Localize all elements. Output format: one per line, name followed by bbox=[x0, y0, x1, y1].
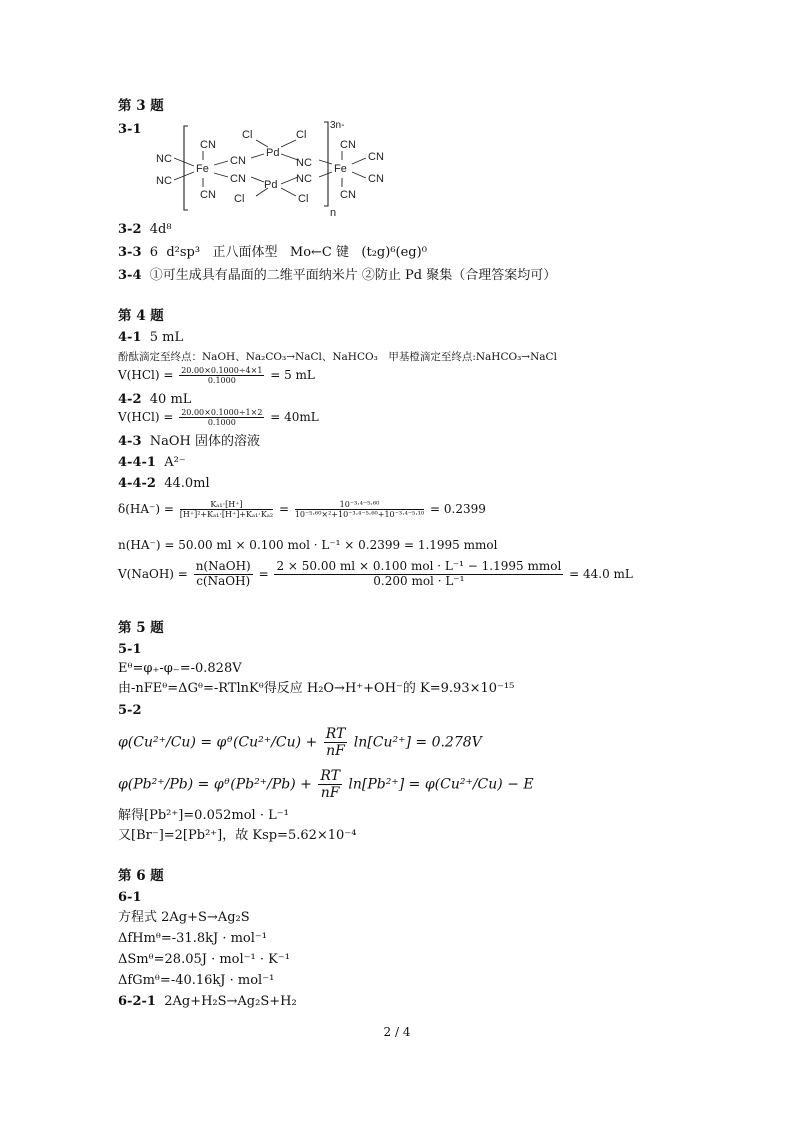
q5-1-line2: 由-nFEᶿ=ΔGᶿ=-RTlnKᶿ得反应 H₂O→H⁺+OH⁻的 K=9.93×10⁻¹⁵ bbox=[118, 681, 515, 696]
q4-eq3: δ(HA⁻) = $\frac{\text{Kₐ₁·[H⁺]}}{\text{[H⁺]²+Kₐ₁·[H⁺]+Kₐ₁·Kₐ₂}}$ = $\frac{\text{10⁻³·⁴⁻⁵·⁶⁰}}{\text{10⁻⁵·⁶⁰×²+10⁻³·⁴⁻⁵·⁶⁰+10⁻³·⁴⁻⁵·¹⁰}}$ = 0.2399 bbox=[118, 500, 486, 520]
eq3-right: = 0.2399 bbox=[430, 502, 486, 517]
q4-heading: 第 4 题 bbox=[118, 308, 164, 324]
q4-1-label: 4-1 bbox=[118, 330, 142, 345]
q4-4-1-answer: A²⁻ bbox=[164, 455, 186, 470]
cn-bridge-1: CN bbox=[230, 155, 246, 167]
eq1-left: V(HCl) = bbox=[118, 368, 174, 383]
q4-4-1-line bbox=[118, 455, 186, 471]
cl-2: Cl bbox=[296, 129, 307, 141]
q3-4-label: 3-4 bbox=[118, 268, 142, 283]
cn-bridge-2: CN bbox=[230, 173, 246, 185]
q3-4-line bbox=[118, 268, 556, 284]
eq5-denominator-1: c(NaOH) bbox=[196, 573, 251, 588]
q3-3-label: 3-3 bbox=[118, 245, 142, 260]
cl-3: Cl bbox=[234, 193, 245, 205]
eq3-denominator-2: 10⁻⁵·⁶⁰×²+10⁻³·⁴⁻⁵·⁶⁰+10⁻³·⁴⁻⁵·¹⁰ bbox=[294, 510, 425, 520]
q5-2-line4: 又[Br⁻]=2[Pb²⁺]，故 Ksp=5.62×10⁻⁴ bbox=[118, 828, 357, 843]
q4-1-answer: 5 mL bbox=[149, 330, 184, 345]
nc-bridge-1: NC bbox=[296, 157, 312, 169]
eq5-left: V(NaOH) = bbox=[118, 566, 188, 581]
q5-eq-cu bbox=[118, 726, 482, 759]
nc-label-1: NC bbox=[156, 153, 172, 165]
q6-1-line2: ΔfHmᶿ=-31.8kJ · mol⁻¹ bbox=[118, 931, 267, 946]
q6-1-label: 6-1 bbox=[118, 890, 142, 905]
q4-2-label: 4-2 bbox=[118, 392, 142, 407]
q4-2-line bbox=[118, 392, 191, 408]
q6-1-line3: ΔSmᶿ=28.05J · mol⁻¹ · K⁻¹ bbox=[118, 952, 290, 967]
q4-eq2 bbox=[118, 408, 319, 427]
charge-label: 3n- bbox=[330, 120, 345, 131]
q3-3-line bbox=[118, 245, 427, 261]
cu-eq-right: ln[Cu²⁺] = 0.278V bbox=[353, 734, 482, 751]
eq2-numerator: 20.00×0.1000÷1×2 bbox=[181, 408, 263, 417]
pd-top: Pd bbox=[266, 147, 280, 159]
fe-right: Fe bbox=[334, 163, 347, 175]
q3-3-coordination: 6 bbox=[149, 245, 159, 260]
pb-eq-rt: RT bbox=[320, 768, 340, 784]
eq5-numerator-1: n(NaOH) bbox=[195, 559, 251, 573]
q3-3-geometry: 正八面体型 bbox=[212, 245, 278, 260]
q4-eq1 bbox=[118, 366, 315, 385]
eq5-right: = 44.0 mL bbox=[569, 566, 633, 581]
q5-2-line3: 解得[Pb²⁺]=0.052mol · L⁻¹ bbox=[118, 808, 289, 823]
q4-eq5: V(NaOH) = $\frac{\text{n(NaOH)}}{\text{c(NaOH)}}$ = $\frac{\text{2 × 50.00 ml × 0.100 mol · L⁻¹ − 1.1995 mmol}}{\text{0.200 mol · L⁻¹}}$ = 44.0 mL bbox=[118, 559, 633, 588]
q5-eq-pb bbox=[118, 768, 534, 801]
eq3-numerator-2: 10⁻³·⁴⁻⁵·⁶⁰ bbox=[295, 500, 424, 510]
eq1-denominator: 0.1000 bbox=[207, 376, 236, 386]
q4-3-label: 4-3 bbox=[118, 434, 142, 449]
eq3-left: δ(HA⁻) = bbox=[118, 502, 174, 517]
eq5-numerator-2: 2 × 50.00 ml × 0.100 mol · L⁻¹ − 1.1995 mmol bbox=[276, 559, 562, 573]
cn-bottom-right: CN bbox=[340, 189, 356, 201]
nc-label-2: NC bbox=[156, 175, 172, 187]
q3-3-hybrid: d²sp³ bbox=[166, 245, 201, 260]
q3-2-answer: 4d⁸ bbox=[149, 222, 172, 237]
q4-4-2-line bbox=[118, 476, 210, 492]
q3-4-answer: ①可生成具有晶面的二维平面纳米片 ②防止 Pd 聚集（合理答案均可） bbox=[149, 268, 557, 283]
eq3-denominator-1: [H⁺]²+Kₐ₁·[H⁺]+Kₐ₁·Kₐ₂ bbox=[179, 510, 274, 520]
q5-1-label: 5-1 bbox=[118, 642, 142, 657]
eq5-denominator-2: 0.200 mol · L⁻¹ bbox=[373, 573, 465, 588]
eq2-left: V(HCl) = bbox=[118, 410, 174, 425]
cu-eq-rt: RT bbox=[325, 726, 346, 742]
q3-1-label: 3-1 bbox=[118, 122, 142, 137]
eq1-right: = 5 mL bbox=[270, 368, 315, 383]
q4-3-answer: NaOH 固体的溶液 bbox=[149, 434, 261, 449]
cl-1: Cl bbox=[242, 129, 253, 141]
eq1-numerator: 20.00×0.1000÷4×1 bbox=[181, 366, 263, 375]
pb-eq-left: φ(Pb²⁺/Pb) = φᶿ(Pb²⁺/Pb) + bbox=[118, 776, 312, 793]
q3-2-line bbox=[118, 222, 172, 238]
q4-1-line bbox=[118, 330, 183, 346]
fe-left: Fe bbox=[196, 163, 209, 175]
q6-1-line1: 方程式 2Ag+S→Ag₂S bbox=[118, 910, 250, 925]
q3-2-label: 3-2 bbox=[118, 222, 142, 237]
pd-bottom: Pd bbox=[264, 179, 278, 191]
page-number: 2 / 4 bbox=[383, 1025, 411, 1039]
q4-4-2-answer: 44.0ml bbox=[164, 476, 210, 491]
cn-bottom-left: CN bbox=[200, 189, 216, 201]
pb-eq-nf: nF bbox=[320, 785, 340, 802]
q6-heading: 第 6 题 bbox=[118, 868, 164, 884]
q4-1-note: 酚酞滴定至终点：NaOH、Na₂CO₃→NaCl、NaHCO₃ 甲基橙滴定至终点:NaHCO₃→NaCl bbox=[118, 351, 557, 363]
q5-1-line1: Eᶿ=φ₊-φ₋=-0.828V bbox=[118, 661, 242, 676]
q6-2-1-line bbox=[118, 994, 297, 1010]
cn-right-1: CN bbox=[368, 151, 384, 163]
q4-4-1-label: 4-4-1 bbox=[118, 455, 156, 470]
q6-1-line4: ΔfGmᶿ=-40.16kJ · mol⁻¹ bbox=[118, 973, 275, 988]
cn-right-2: CN bbox=[368, 173, 384, 185]
q4-eq4: n(HA⁻) = 50.00 ml × 0.100 mol · L⁻¹ × 0.2399 = 1.1995 mmol bbox=[118, 538, 498, 552]
q5-heading: 第 5 题 bbox=[118, 620, 164, 636]
polymer-structure-diagram bbox=[156, 116, 416, 220]
repeat-n: n bbox=[330, 207, 337, 219]
q4-3-line bbox=[118, 434, 260, 450]
pb-eq-right: ln[Pb²⁺] = φ(Cu²⁺/Cu) − E bbox=[348, 776, 534, 793]
q3-3-config: (t₂g)⁶(eg)⁰ bbox=[361, 245, 427, 260]
eq2-denominator: 0.1000 bbox=[207, 418, 236, 428]
q4-2-answer: 40 mL bbox=[149, 392, 192, 407]
eq2-right: = 40mL bbox=[270, 410, 319, 425]
cu-eq-left: φ(Cu²⁺/Cu) = φᶿ(Cu²⁺/Cu) + bbox=[118, 734, 318, 751]
q5-2-label: 5-2 bbox=[118, 703, 142, 718]
q6-2-1-answer: 2Ag+H₂S→Ag₂S+H₂ bbox=[164, 994, 297, 1009]
q6-2-1-label: 6-2-1 bbox=[118, 994, 156, 1009]
eq3-numerator-1: Kₐ₁·[H⁺] bbox=[180, 500, 273, 510]
q4-4-2-label: 4-4-2 bbox=[118, 476, 156, 491]
q3-heading: 第 3 题 bbox=[118, 98, 164, 114]
nc-bridge-2: NC bbox=[296, 173, 312, 185]
cn-top-left: CN bbox=[200, 139, 216, 151]
cn-top-right: CN bbox=[340, 139, 356, 151]
q3-3-bond: Mo←C 键 bbox=[289, 245, 350, 260]
cl-4: Cl bbox=[298, 193, 309, 205]
cu-eq-nf: nF bbox=[326, 743, 345, 760]
